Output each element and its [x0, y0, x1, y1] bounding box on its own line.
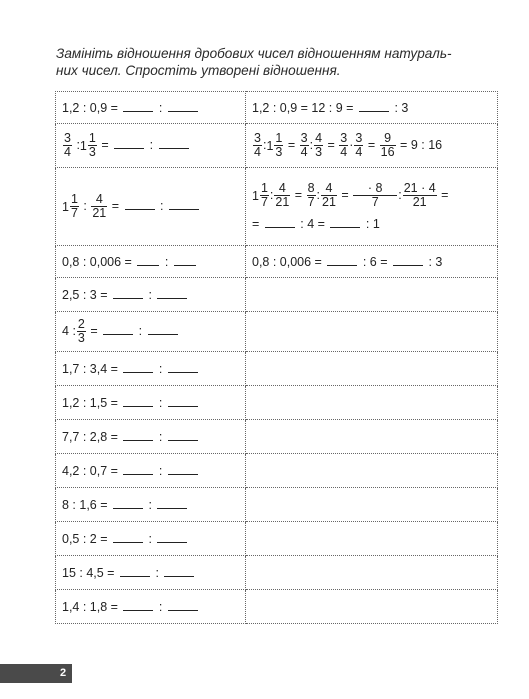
fraction: $\frac{1}{7}$: [260, 181, 268, 209]
page-number: 2: [60, 667, 67, 679]
answer-blank[interactable]: [168, 396, 198, 407]
task-cell: 4 : $\frac{2}{3}$ = :: [56, 312, 246, 352]
answer-blank[interactable]: [327, 255, 357, 266]
empty-cell[interactable]: [246, 590, 498, 624]
fraction: $\frac{2}{3}$: [77, 317, 85, 345]
table-row: [56, 556, 498, 590]
answer-blank[interactable]: [157, 288, 187, 299]
empty-cell[interactable]: [246, 556, 498, 590]
example-cell: 0,8 : 0,006 = : 6 = : 3: [246, 246, 498, 278]
answer-blank[interactable]: [123, 362, 153, 373]
exercise-table: [55, 91, 498, 624]
answer-blank[interactable]: [123, 396, 153, 407]
example-cell: 1,2 : 0,9 = 12 : 9 = : 3: [246, 92, 498, 124]
answer-blank[interactable]: [123, 101, 153, 112]
task-cell: 1 $\frac{1}{7}$ : $\frac{4}{21}$ = :: [56, 168, 246, 246]
fraction: $\frac{9}{16}$: [380, 131, 395, 159]
answer-blank[interactable]: [168, 464, 198, 475]
task-cell: 15 : 4,5 = :: [56, 556, 246, 590]
table-row: [56, 312, 498, 352]
fraction: $\frac{3}{4}$: [300, 131, 308, 159]
table-row: [56, 168, 498, 246]
fraction: $\frac{\cdot 8}{7}$: [353, 182, 397, 209]
answer-blank[interactable]: [157, 498, 187, 509]
task-cell: 7,7 : 2,8 = :: [56, 420, 246, 454]
answer-blank[interactable]: [159, 138, 189, 149]
answer-blank[interactable]: [123, 600, 153, 611]
table-row: [56, 278, 498, 312]
heading-line-2: них чисел. Спростіть утворені відношення.: [56, 63, 341, 78]
empty-cell[interactable]: [246, 312, 498, 352]
answer-blank[interactable]: [103, 324, 133, 335]
answer-blank[interactable]: [168, 101, 198, 112]
answer-blank[interactable]: [164, 566, 194, 577]
empty-cell[interactable]: [246, 454, 498, 488]
fraction: $\frac{1}{3}$: [88, 131, 96, 159]
task-cell: 0,8 : 0,006 = :: [56, 246, 246, 278]
answer-blank[interactable]: [120, 566, 150, 577]
fraction: $\frac{21 \cdot 4}{21}$: [403, 181, 436, 209]
fraction: $\frac{1}{7}$: [70, 192, 78, 220]
example-cell: 1 $\frac{1}{7}$ : $\frac{4}{21}$ = $\frac{8}{7}$ : $\frac{4}{21}$ = $\frac{\cdot 8}{7}$ : $\frac{21 \cdot 4}{21}$ = = : 4 = : 1: [246, 168, 498, 246]
table-row: [56, 386, 498, 420]
answer-blank[interactable]: [174, 255, 196, 266]
fraction: $\frac{3}{4}$: [340, 131, 348, 159]
answer-blank[interactable]: [169, 199, 199, 210]
task-cell: 1,7 : 3,4 = :: [56, 352, 246, 386]
empty-cell[interactable]: [246, 352, 498, 386]
fraction: $\frac{3}{4}$: [355, 131, 363, 159]
empty-cell[interactable]: [246, 278, 498, 312]
answer-blank[interactable]: [168, 430, 198, 441]
answer-blank[interactable]: [123, 430, 153, 441]
fraction: $\frac{4}{21}$: [322, 181, 336, 209]
empty-cell[interactable]: [246, 420, 498, 454]
table-row: [56, 92, 498, 124]
task-cell: 0,5 : 2 = :: [56, 522, 246, 556]
fraction: $\frac{4}{3}$: [315, 131, 323, 159]
task-cell: 2,5 : 3 = :: [56, 278, 246, 312]
example-cell: $\frac{3}{4}$ :1 $\frac{1}{3}$ = $\frac{3}{4}$ : $\frac{4}{3}$ = $\frac{3}{4}$ · $\frac{3}{4}$ = $\frac{9}{16}$ = 9 : 16: [246, 124, 498, 168]
table-row: [56, 420, 498, 454]
answer-blank[interactable]: [148, 324, 178, 335]
heading-line-1: Замініть відношення дробових чисел відношенням натураль-: [56, 46, 452, 61]
answer-blank[interactable]: [157, 532, 187, 543]
table-row: [56, 488, 498, 522]
answer-blank[interactable]: [114, 138, 144, 149]
task-cell: 1,4 : 1,8 = :: [56, 590, 246, 624]
fraction: $\frac{4}{21}$: [92, 192, 107, 220]
table-row: [56, 522, 498, 556]
task-cell: 1,2 : 1,5 = :: [56, 386, 246, 420]
table-row: [56, 590, 498, 624]
fraction: $\frac{3}{4}$: [254, 131, 261, 159]
task-cell: 4,2 : 0,7 = :: [56, 454, 246, 488]
answer-blank[interactable]: [168, 600, 198, 611]
fraction: $\frac{4}{21}$: [275, 181, 290, 209]
solution-line-2: = : 4 = : 1: [252, 217, 380, 231]
answer-blank[interactable]: [393, 255, 423, 266]
answer-blank[interactable]: [125, 199, 155, 210]
empty-cell[interactable]: [246, 522, 498, 556]
answer-blank[interactable]: [137, 255, 159, 266]
table-row: [56, 454, 498, 488]
exercise-heading: [56, 45, 496, 79]
table-row: [56, 246, 498, 278]
fraction: $\frac{3}{4}$: [64, 131, 71, 159]
answer-blank[interactable]: [359, 101, 389, 112]
task-cell: 8 : 1,6 = :: [56, 488, 246, 522]
fraction: $\frac{1}{3}$: [275, 131, 283, 159]
answer-blank[interactable]: [265, 217, 295, 228]
task-cell: $\frac{3}{4}$ :1 $\frac{1}{3}$ = :: [56, 124, 246, 168]
answer-blank[interactable]: [123, 464, 153, 475]
answer-blank[interactable]: [113, 532, 143, 543]
task-cell: 1,2 : 0,9 = :: [56, 92, 246, 124]
fraction: $\frac{8}{7}$: [307, 181, 315, 209]
empty-cell[interactable]: [246, 488, 498, 522]
answer-blank[interactable]: [113, 288, 143, 299]
table-row: [56, 124, 498, 168]
answer-blank[interactable]: [168, 362, 198, 373]
table-row: [56, 352, 498, 386]
empty-cell[interactable]: [246, 386, 498, 420]
answer-blank[interactable]: [113, 498, 143, 509]
answer-blank[interactable]: [330, 217, 360, 228]
